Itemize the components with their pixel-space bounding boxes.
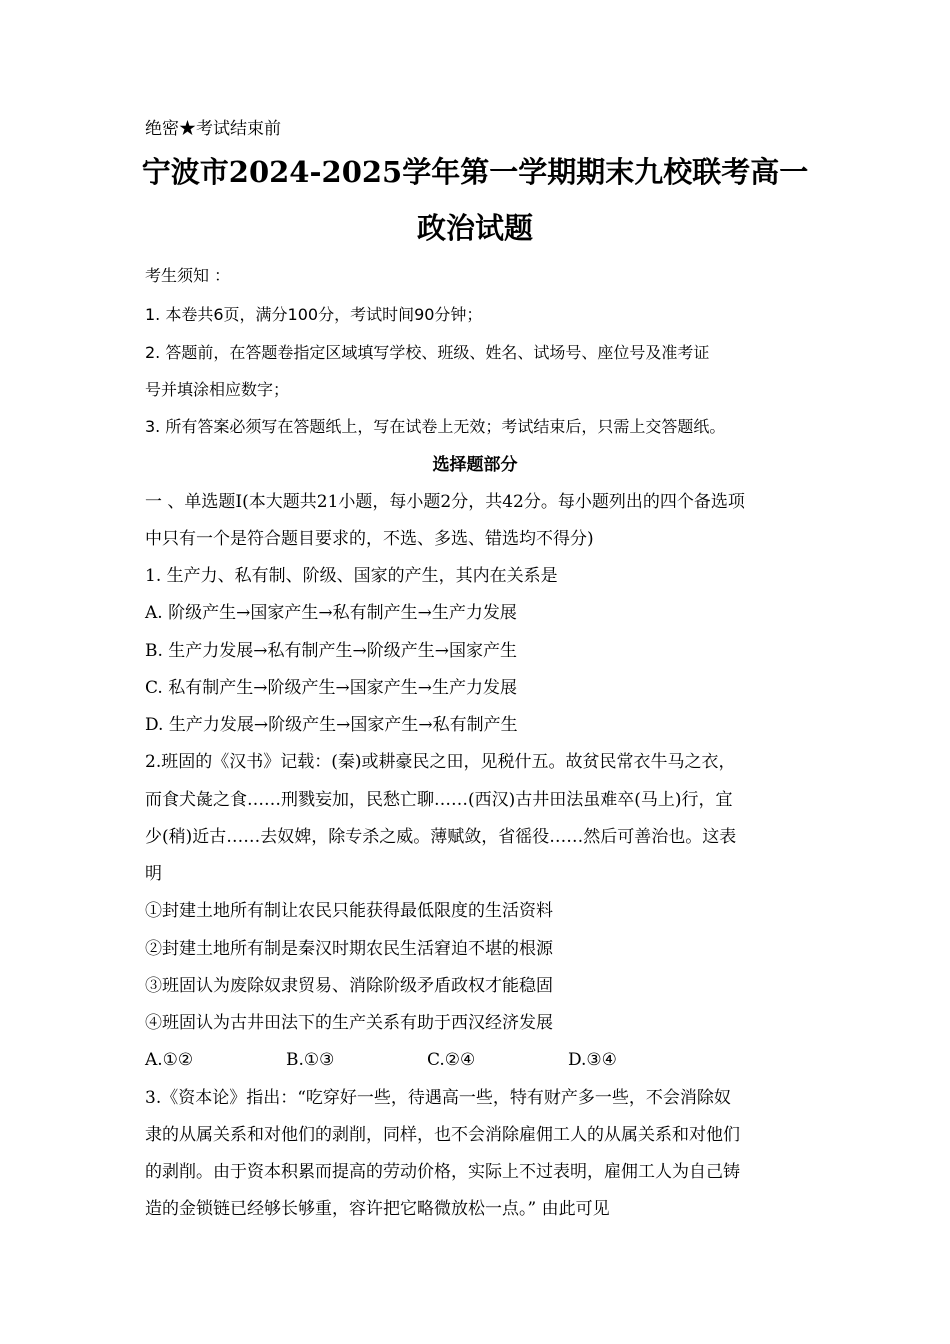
q1-option-d: D. 生产力发展→阶级产生→国家产生→私有制产生 <box>145 715 518 735</box>
q2-option-c: C.②④ <box>427 1050 476 1070</box>
instructions-line: 一 、单选题I(本大题共21小题，每小题2分，共42分。每小题列出的四个备选项 <box>145 492 745 512</box>
q2-statement: ②封建土地所有制是秦汉时期农民生活窘迫不堪的根源 <box>145 939 553 959</box>
notice-item: 2. 答题前，在答题卷指定区域填写学校、班级、姓名、试场号、座位号及准考证 <box>145 343 710 362</box>
q1-option-a: A. 阶级产生→国家产生→私有制产生→生产力发展 <box>145 603 517 623</box>
q2-option-d: D.③④ <box>568 1050 617 1070</box>
notice-item: 3. 所有答案必须写在答题纸上，写在试卷上无效；考试结束后，只需上交答题纸。 <box>145 417 726 436</box>
exam-title: 宁波市2024-2025学年第一学期期末九校联考高一 <box>141 155 809 189</box>
section-title: 选择题部分 <box>432 455 518 475</box>
q2-option-a: A.①② <box>145 1050 194 1070</box>
notice-heading: 考生须知 ： <box>145 266 231 285</box>
notice-item: 号并填涂相应数字； <box>145 380 290 399</box>
q2-statement: ③班固认为废除奴隶贸易、消除阶级矛盾政权才能稳固 <box>145 976 553 996</box>
q2-option-b: B.①③ <box>286 1050 335 1070</box>
q3-stem: 3.《资本论》指出：“吃穿好一些，待遇高一些，特有财产多一些，不会消除奴 <box>145 1088 731 1108</box>
instructions-line: 中只有一个是符合题目要求的，不选、多选、错选均不得分) <box>145 529 594 549</box>
q2-statement: ①封建土地所有制让农民只能获得最低限度的生活资料 <box>145 901 553 921</box>
q2-options <box>145 1049 709 1071</box>
q3-stem: 造的金锁链已经够长够重，容许把它略微放松一点。” 由此可见 <box>145 1199 610 1219</box>
q1-stem: 1. 生产力、私有制、阶级、国家的产生，其内在关系是 <box>145 566 558 586</box>
q2-statement: ④班固认为古井田法下的生产关系有助于西汉经济发展 <box>145 1013 553 1033</box>
confidential-label: 绝密★考试结束前 <box>145 119 281 139</box>
q1-option-b: B. 生产力发展→私有制产生→阶级产生→国家产生 <box>145 641 518 661</box>
q2-stem: 而食犬彘之食……刑戮妄加，民愁亡聊……(西汉)古井田法虽难卒(马上)行，宜 <box>145 790 733 810</box>
q1-option-c: C. 私有制产生→阶级产生→国家产生→生产力发展 <box>145 678 517 698</box>
subject-title: 政治试题 <box>416 211 533 245</box>
q2-stem: 2.班固的《汉书》记载：(秦)或耕豪民之田，见税什五。故贫民常衣牛马之衣， <box>145 752 736 772</box>
q2-stem: 明 <box>145 864 162 884</box>
q3-stem: 隶的从属关系和对他们的剥削，同样，也不会消除雇佣工人的从属关系和对他们 <box>145 1125 740 1145</box>
q3-stem: 的剥削。由于资本积累而提高的劳动价格，实际上不过表明，雇佣工人为自己铸 <box>145 1162 740 1182</box>
q2-stem: 少(稍)近古……去奴婢，除专杀之威。薄赋敛，省徭役……然后可善治也。这表 <box>145 827 737 847</box>
notice-item: 1. 本卷共6页，满分100分，考试时间90分钟； <box>145 305 483 324</box>
